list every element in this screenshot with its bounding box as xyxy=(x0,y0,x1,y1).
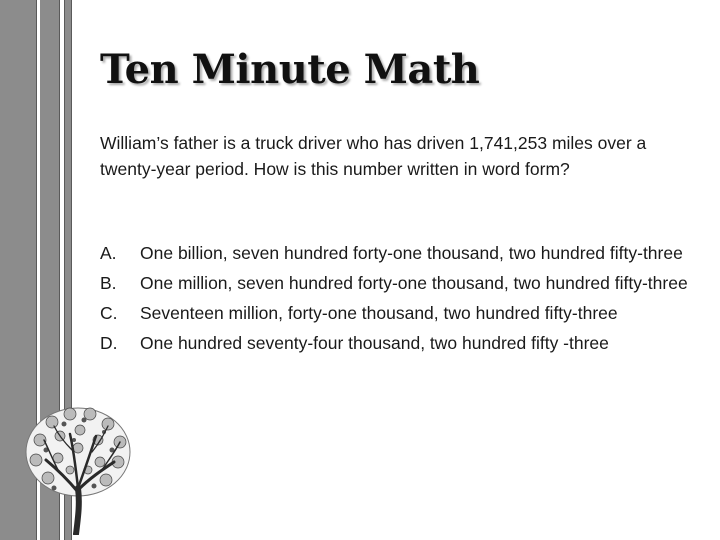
tree-icon xyxy=(18,400,138,535)
answer-option-d xyxy=(100,330,690,356)
answer-option-c xyxy=(100,300,690,326)
answer-option-b xyxy=(100,270,690,296)
answer-text: One billion, seven hundred forty-one thousand, two hundred fifty-three xyxy=(140,243,683,263)
answer-option-a xyxy=(100,240,690,266)
answer-text: Seventeen million, forty-one thousand, two hundred fifty-three xyxy=(140,303,618,323)
answer-text: One hundred seventy-four thousand, two hundred fifty -three xyxy=(140,333,609,353)
question-text: William’s father is a truck driver who has driven 1,741,253 miles over a twenty-year period. How is this number written in word form? xyxy=(100,133,647,179)
answer-list xyxy=(100,240,690,360)
answer-text: One million, seven hundred forty-one thousand, two hundred fifty-three xyxy=(140,273,688,293)
slide-title: Ten Minute Math xyxy=(100,46,480,93)
answer-letter: A. xyxy=(100,243,117,263)
answer-letter: D. xyxy=(100,333,118,353)
answer-letter: C. xyxy=(100,303,118,323)
answer-letter: B. xyxy=(100,273,117,293)
